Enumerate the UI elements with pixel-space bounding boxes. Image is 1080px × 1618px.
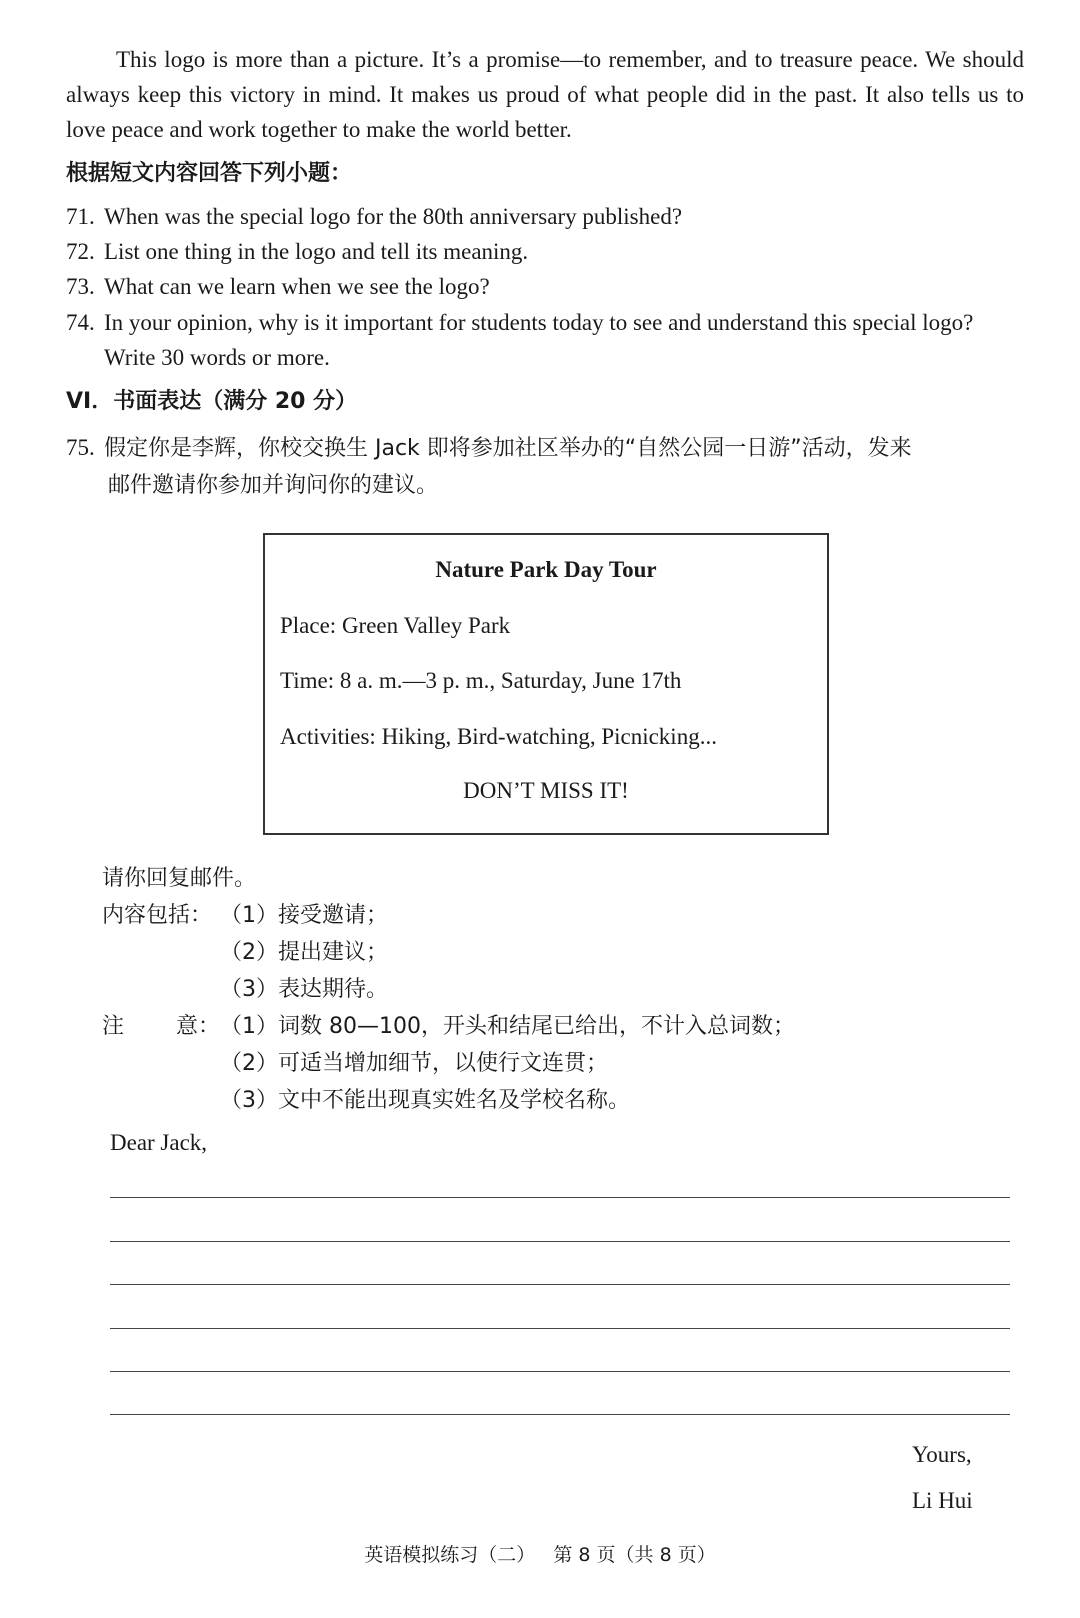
note-item-3: （3）文中不能出现真实姓名及学校名称。	[220, 1088, 630, 1113]
note-label-a: 注	[102, 1014, 125, 1039]
section-title: VI．书面表达（满分 20 分）	[66, 389, 358, 414]
writing-line[interactable]	[110, 1197, 1010, 1198]
task-number: 75.	[66, 435, 95, 460]
question-74-continuation: Write 30 words or more.	[104, 345, 330, 370]
event-time: Time: 8 a. m.—3 p. m., Saturday, June 17th	[280, 668, 682, 693]
writing-line[interactable]	[110, 1414, 1010, 1415]
question-text: List one thing in the logo and tell its meaning.	[104, 239, 529, 264]
note-item-2: （2）可适当增加细节，以使行文连贯；	[220, 1051, 608, 1076]
event-slogan: DON’T MISS IT!	[463, 778, 629, 803]
writing-line[interactable]	[110, 1328, 1010, 1329]
question-number: 72.	[66, 239, 95, 264]
question-74	[66, 308, 973, 338]
letter-closing: Yours,	[912, 1442, 972, 1467]
letter-signature: Li Hui	[912, 1488, 973, 1513]
task-75-line1	[66, 433, 912, 464]
reply-instruction: 请你回复邮件。	[102, 866, 257, 891]
question-text: In your opinion, why is it important for students today to see and understand this special logo?	[104, 310, 974, 335]
question-71	[66, 202, 682, 232]
event-place: Place: Green Valley Park	[280, 613, 511, 638]
question-72	[66, 237, 528, 267]
writing-line[interactable]	[110, 1284, 1010, 1285]
content-label: 内容包括：	[102, 903, 213, 928]
event-info-box	[263, 533, 829, 835]
writing-line[interactable]	[110, 1241, 1010, 1242]
question-number: 71.	[66, 204, 95, 229]
question-text: When was the special logo for the 80th anniversary published?	[104, 204, 683, 229]
question-text: What can we learn when we see the logo?	[104, 274, 490, 299]
page-footer: 英语模拟练习（二） 第 8 页（共 8 页）	[364, 1544, 716, 1566]
note-label-b: 意：	[176, 1014, 221, 1039]
questions-instruction: 根据短文内容回答下列小题：	[66, 161, 353, 186]
task-text: 假定你是李辉，你校交换生 Jack 即将参加社区举办的“自然公园一日游”活动，发来	[104, 436, 912, 461]
content-item-1: （1）接受邀请；	[220, 903, 388, 928]
passage-paragraph: This logo is more than a picture. It’s a promise—to remember, and to treasure peace. We should always keep this victory in mind. It makes us proud of what people did in the past. It also tells us to love peace and work together to make the world better.	[66, 47, 1024, 142]
content-item-2: （2）提出建议；	[220, 940, 388, 965]
event-title: Nature Park Day Tour	[435, 557, 657, 582]
event-activities: Activities: Hiking, Bird-watching, Picnicking...	[280, 724, 717, 749]
writing-line[interactable]	[110, 1371, 1010, 1372]
question-73	[66, 272, 490, 302]
letter-greeting: Dear Jack,	[110, 1130, 208, 1155]
task-75-line2: 邮件邀请你参加并询问你的建议。	[108, 473, 439, 498]
question-number: 74.	[66, 310, 95, 335]
content-item-3: （3）表达期待。	[220, 977, 388, 1002]
note-item-1: （1）词数 80—100，开头和结尾已给出，不计入总词数；	[220, 1014, 795, 1039]
question-number: 73.	[66, 274, 95, 299]
